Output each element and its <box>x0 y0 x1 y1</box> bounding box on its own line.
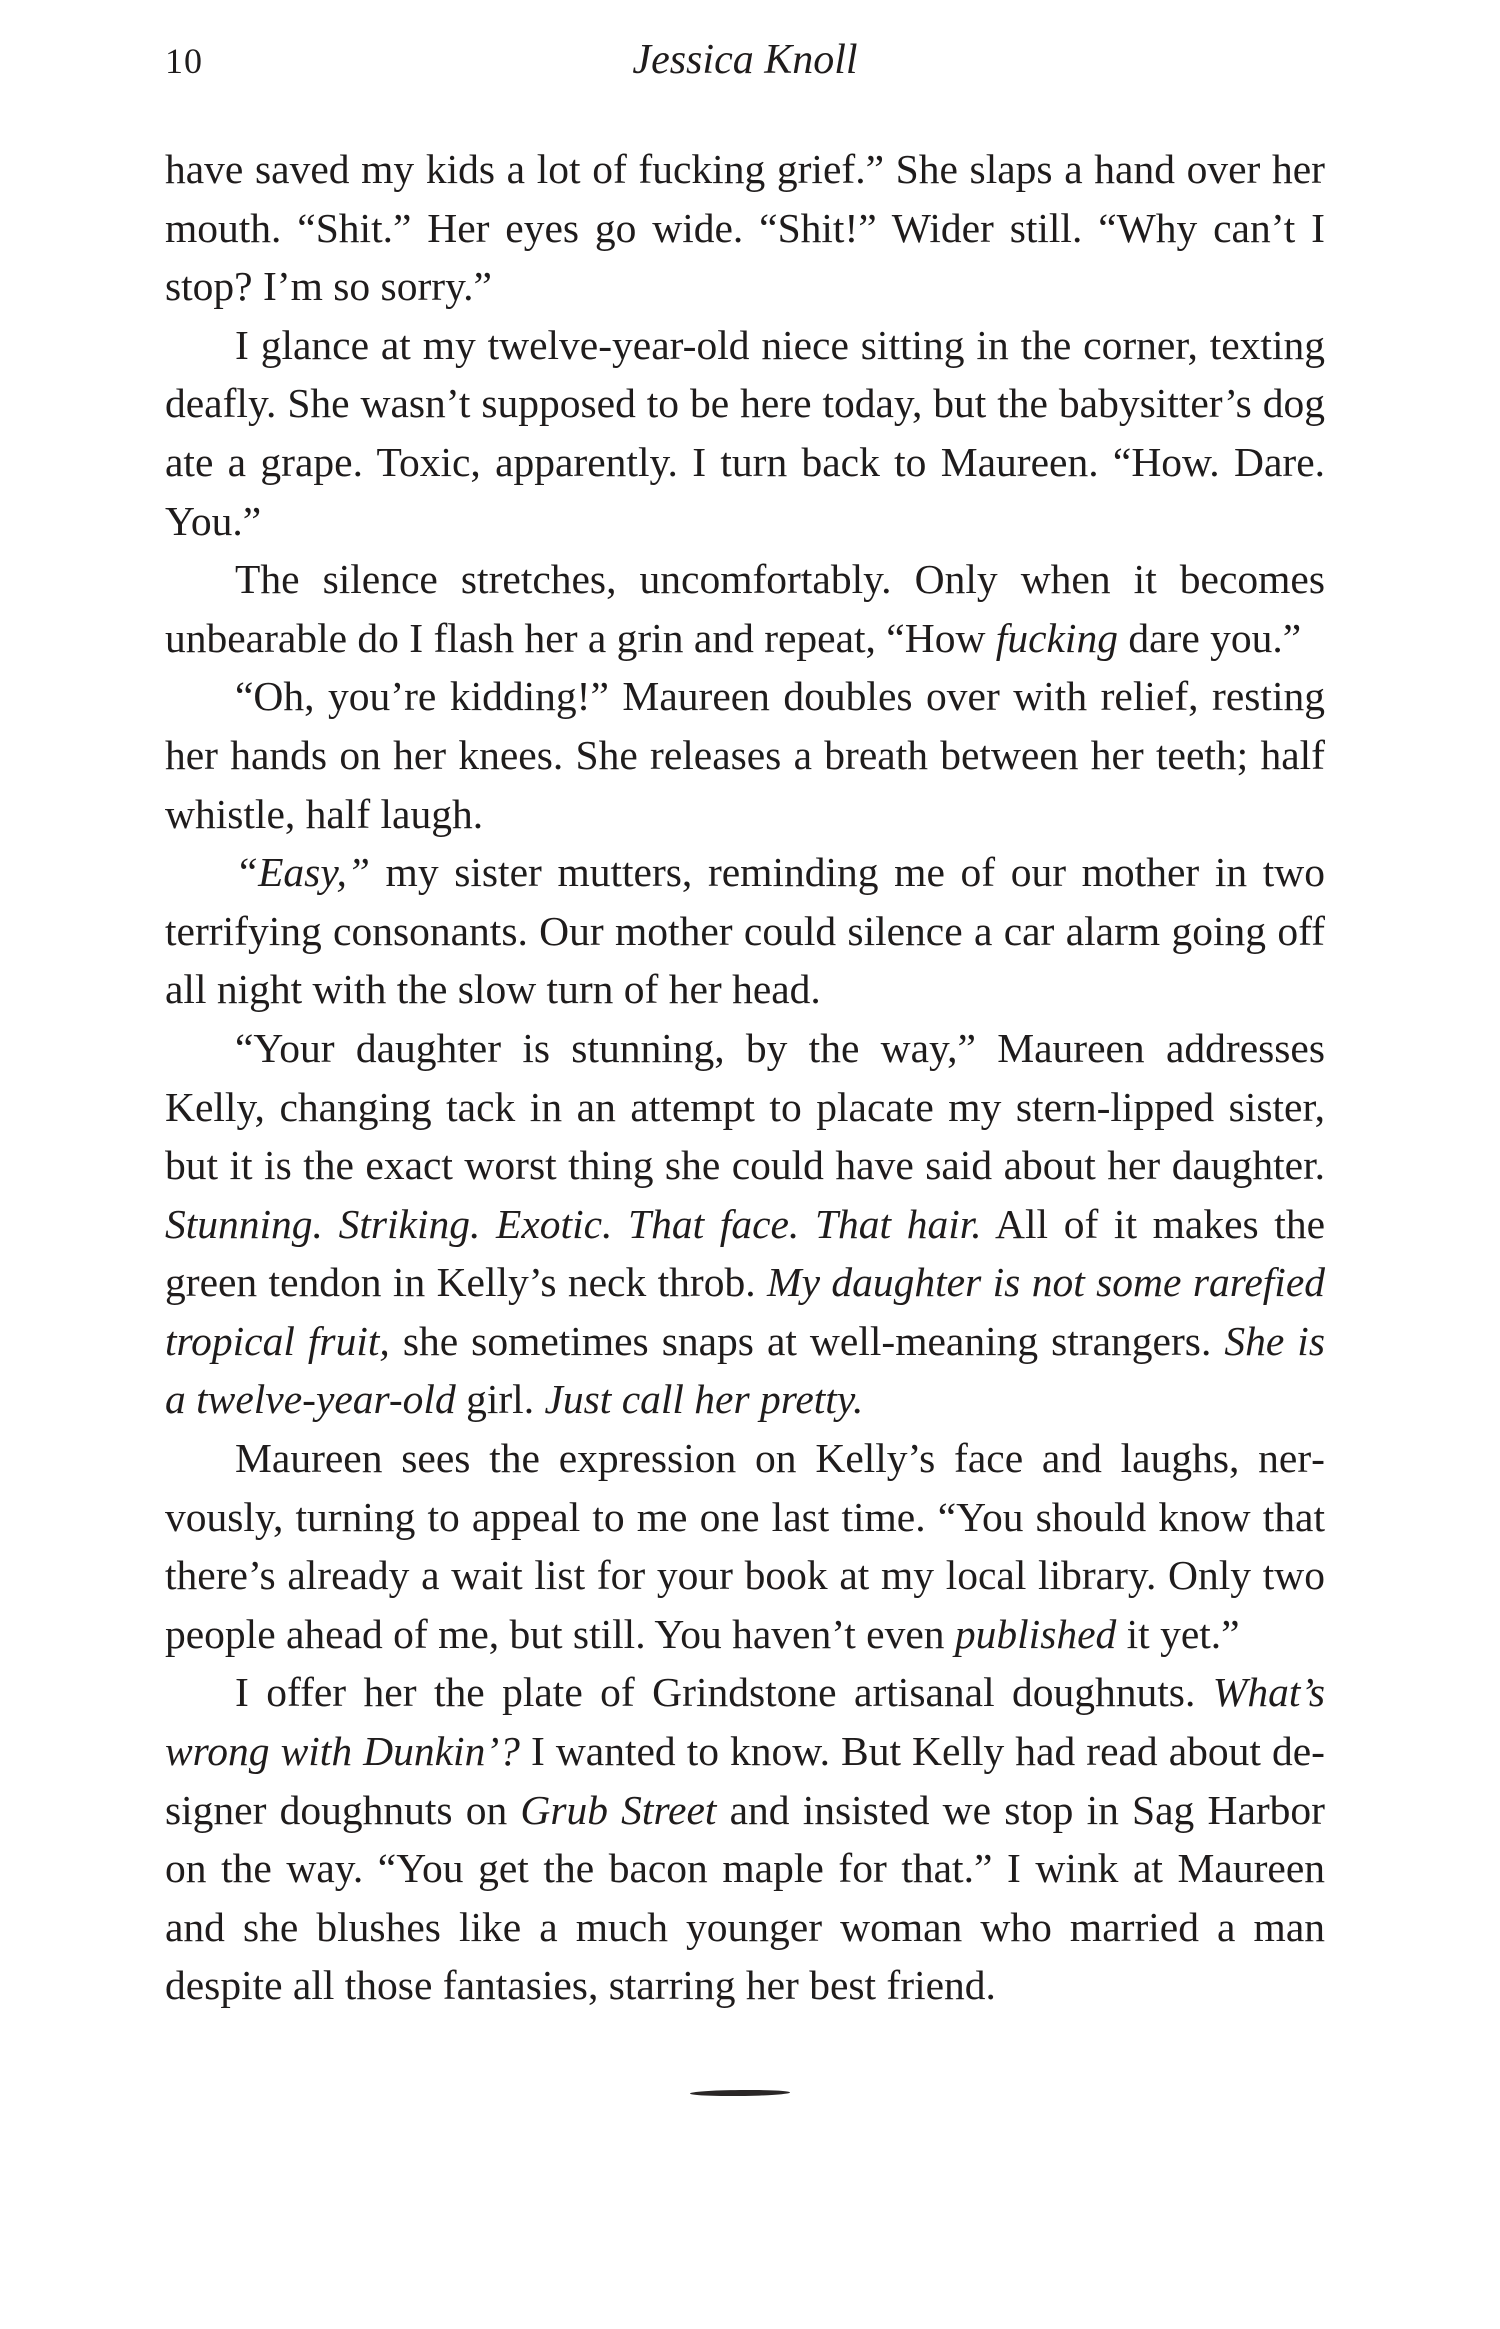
text-segment: I glance at my twelve-year-old niece sitting in the corner, texting deafly. She wasn’t supposed to be here today, but the babysitter’s dog ate a grape. Toxic, apparently. I turn back to Maureen. “How. Dare. You.” <box>165 321 1325 544</box>
page-number: 10 <box>165 41 203 81</box>
paragraph <box>165 550 1325 667</box>
paragraph <box>165 1663 1325 2015</box>
section-break-rule <box>690 2089 790 2096</box>
text-segment: it yet.” <box>1116 1610 1240 1657</box>
text-segment: and insisted we stop in Sag Harbor on the way. “You get the bacon maple for that.” I wink at Maureen and she blushes like a much younger woman who married a man despite all those fantasies, starring her best friend. <box>165 1786 1325 2009</box>
text-segment: “Your daughter is stunning, by the way,” Maureen addresses Kelly, changing tack in an attempt to placate my stern-lipped sister, but it is the exact worst thing she could have said about her daughter. <box>165 1024 1325 1189</box>
text-segment: “Oh, you’re kidding!” Maureen doubles over with relief, resting her hands on her knees. She releases a breath between her teeth; half whistle, half laugh. <box>165 673 1325 837</box>
italic-text-segment: fucking <box>995 614 1118 661</box>
italic-text-segment: Grub Street <box>520 1786 717 1833</box>
text-segment: The silence stretches, uncomfortably. Only when it becomes unbearable do I flash her a grin and repeat, “How <box>165 556 1325 661</box>
text-segment: Maureen sees the expression on Kelly’s face and laughs, nervously, turning to appeal to me one last time. “You should know that there’s already a wait list for your book at my local library. Only two people ahead of me, but still. You haven’t even <box>165 1435 1325 1657</box>
text-segment: I wanted to know. But Kelly had read about designer doughnuts on <box>165 1728 1325 1833</box>
italic-text-segment: My daughter is not some rarefied tropical fruit, <box>165 1259 1326 1364</box>
italic-text-segment: Just call her pretty. <box>544 1376 864 1423</box>
italic-text-segment: published <box>954 1610 1117 1657</box>
text-segment: dare you.” <box>1117 614 1302 661</box>
text-segment: girl. <box>455 1376 545 1423</box>
text-segment: I offer her the plate of Grindstone artisanal doughnuts. <box>235 1669 1213 1716</box>
italic-text-segment: “Easy,” <box>235 849 370 896</box>
text-segment: All of it makes the green tendon in Kelly’s neck throb. <box>165 1200 1326 1306</box>
italic-text-segment: Stunning. Striking. Exotic. That face. That hair. <box>165 1200 982 1247</box>
running-head <box>165 30 1325 90</box>
italic-text-segment: She is a twelve-year-old <box>165 1317 1325 1423</box>
paragraph <box>165 1019 1325 1429</box>
text-segment: my sister mutters, reminding me of our mother in two terrifying consonants. Our mother could silence a car alarm going off all night with the slow turn of her head. <box>165 849 1325 1013</box>
paragraph <box>165 667 1325 843</box>
running-head-author: Jessica Knoll <box>632 37 858 83</box>
text-segment: she sometimes snaps at well-meaning strangers. <box>389 1317 1225 1364</box>
paragraph <box>165 1429 1325 1663</box>
body-text <box>165 140 1325 2015</box>
paragraph <box>165 843 1325 1019</box>
italic-text-segment: What’s wrong with Dunkin’? <box>165 1669 1325 1775</box>
text-segment: have saved my kids a lot of fucking grief.” She slaps a hand over her mouth. “Shit.” Her eyes go wide. “Shit!” Wider still. “Why can’t I stop? I’m so sorry.” <box>165 146 1325 310</box>
paragraph <box>165 316 1325 550</box>
paragraph <box>165 140 1325 316</box>
